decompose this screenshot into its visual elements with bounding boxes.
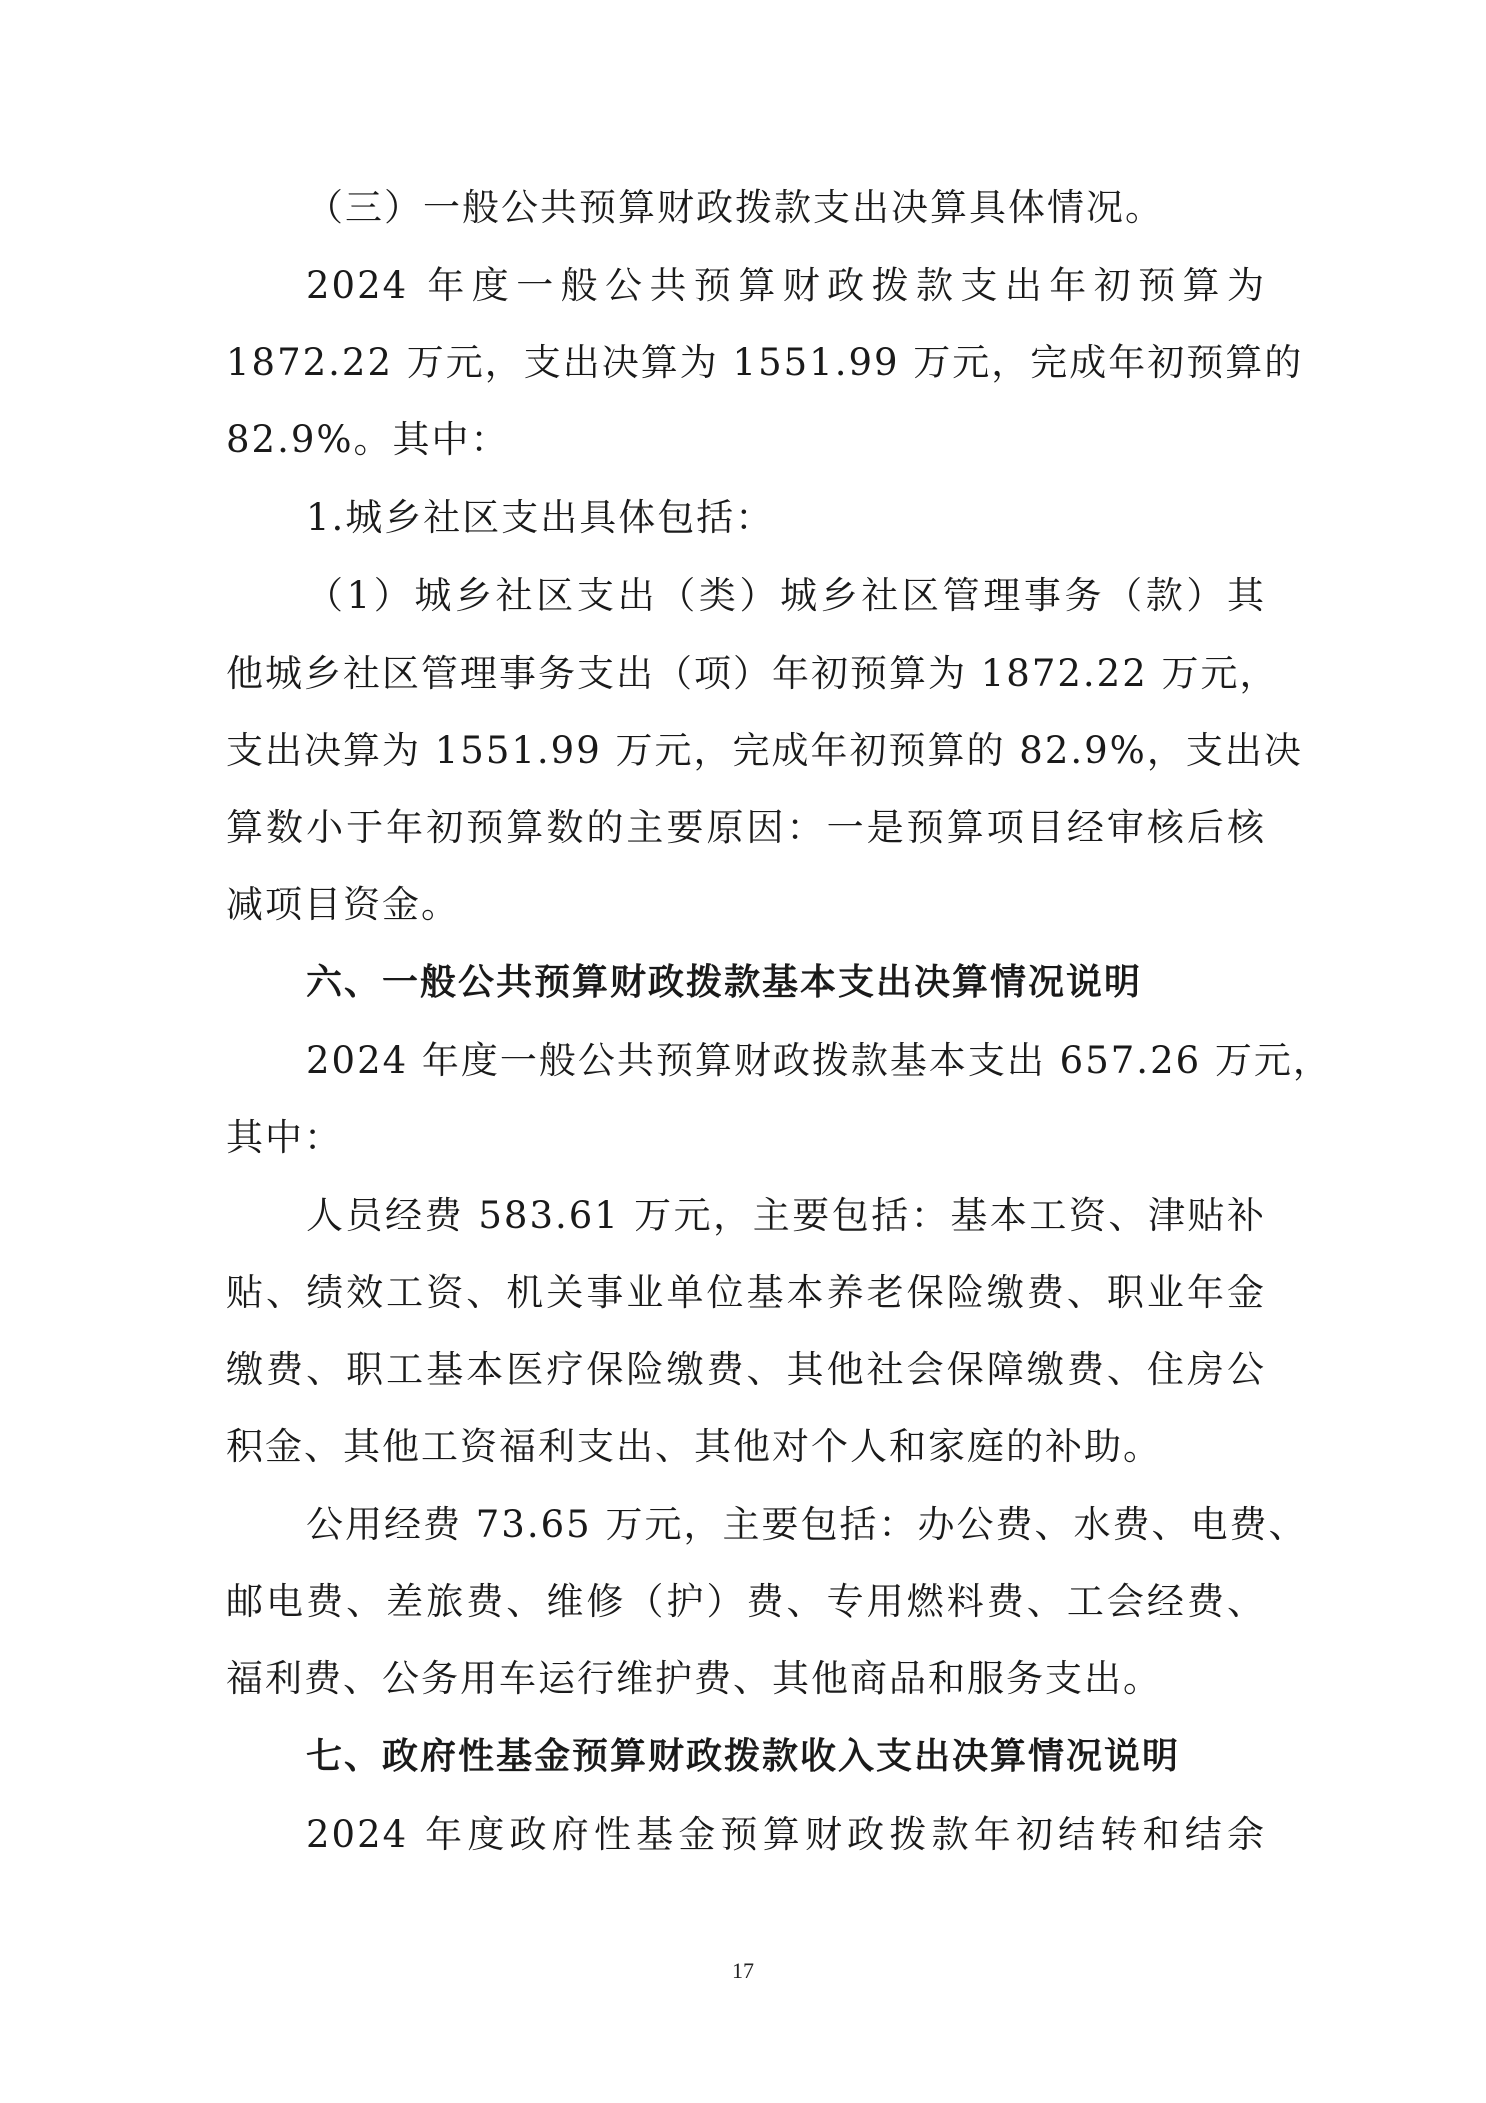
page-number: 17 xyxy=(732,1958,754,1983)
section-heading: 六、一般公共预算财政拨款基本支出决算情况说明 xyxy=(306,962,1143,1003)
paragraph-line: 缴费、职工基本医疗保险缴费、其他社会保障缴费、住房公 xyxy=(226,1348,1266,1391)
paragraph-line: 其中： xyxy=(226,1116,343,1159)
paragraph-line: 2024 年度一般公共预算财政拨款基本支出 657.26 万元， xyxy=(306,1039,1332,1082)
list-item-heading: 1.城乡社区支出具体包括： xyxy=(306,496,775,539)
paragraph-line: 福利费、公务用车运行维护费、其他商品和服务支出。 xyxy=(226,1657,1162,1700)
paragraph-line: 他城乡社区管理事务支出（项）年初预算为 1872.22 万元， xyxy=(226,652,1279,695)
paragraph-line: 算数小于年初预算数的主要原因：一是预算项目经审核后核 xyxy=(226,806,1266,849)
paragraph-line: 人员经费 583.61 万元，主要包括：基本工资、津贴补 xyxy=(306,1194,1266,1237)
subsection-heading: （三）一般公共预算财政拨款支出决算具体情况。 xyxy=(306,186,1164,229)
paragraph-line: 积金、其他工资福利支出、其他对个人和家庭的补助。 xyxy=(226,1425,1162,1468)
paragraph-line: 公用经费 73.65 万元，主要包括：办公费、水费、电费、 xyxy=(306,1503,1308,1546)
paragraph-line: 贴、绩效工资、机关事业单位基本养老保险缴费、职业年金 xyxy=(226,1271,1266,1314)
paragraph-line: 邮电费、差旅费、维修（护）费、专用燃料费、工会经费、 xyxy=(226,1580,1266,1623)
paragraph-line: 82.9%。其中： xyxy=(226,418,510,461)
section-heading: 七、政府性基金预算财政拨款收入支出决算情况说明 xyxy=(306,1736,1181,1777)
paragraph-line: 2024 年度政府性基金预算财政拨款年初结转和结余 xyxy=(306,1813,1266,1856)
paragraph-line: 1872.22 万元，支出决算为 1551.99 万元，完成年初预算的 xyxy=(226,341,1304,384)
paragraph-line: （1）城乡社区支出（类）城乡社区管理事务（款）其 xyxy=(306,574,1266,617)
paragraph-line: 2024 年度一般公共预算财政拨款支出年初预算为 xyxy=(306,264,1266,307)
paragraph-line: 减项目资金。 xyxy=(226,883,460,926)
paragraph-line: 支出决算为 1551.99 万元，完成年初预算的 82.9%，支出决 xyxy=(226,729,1303,772)
